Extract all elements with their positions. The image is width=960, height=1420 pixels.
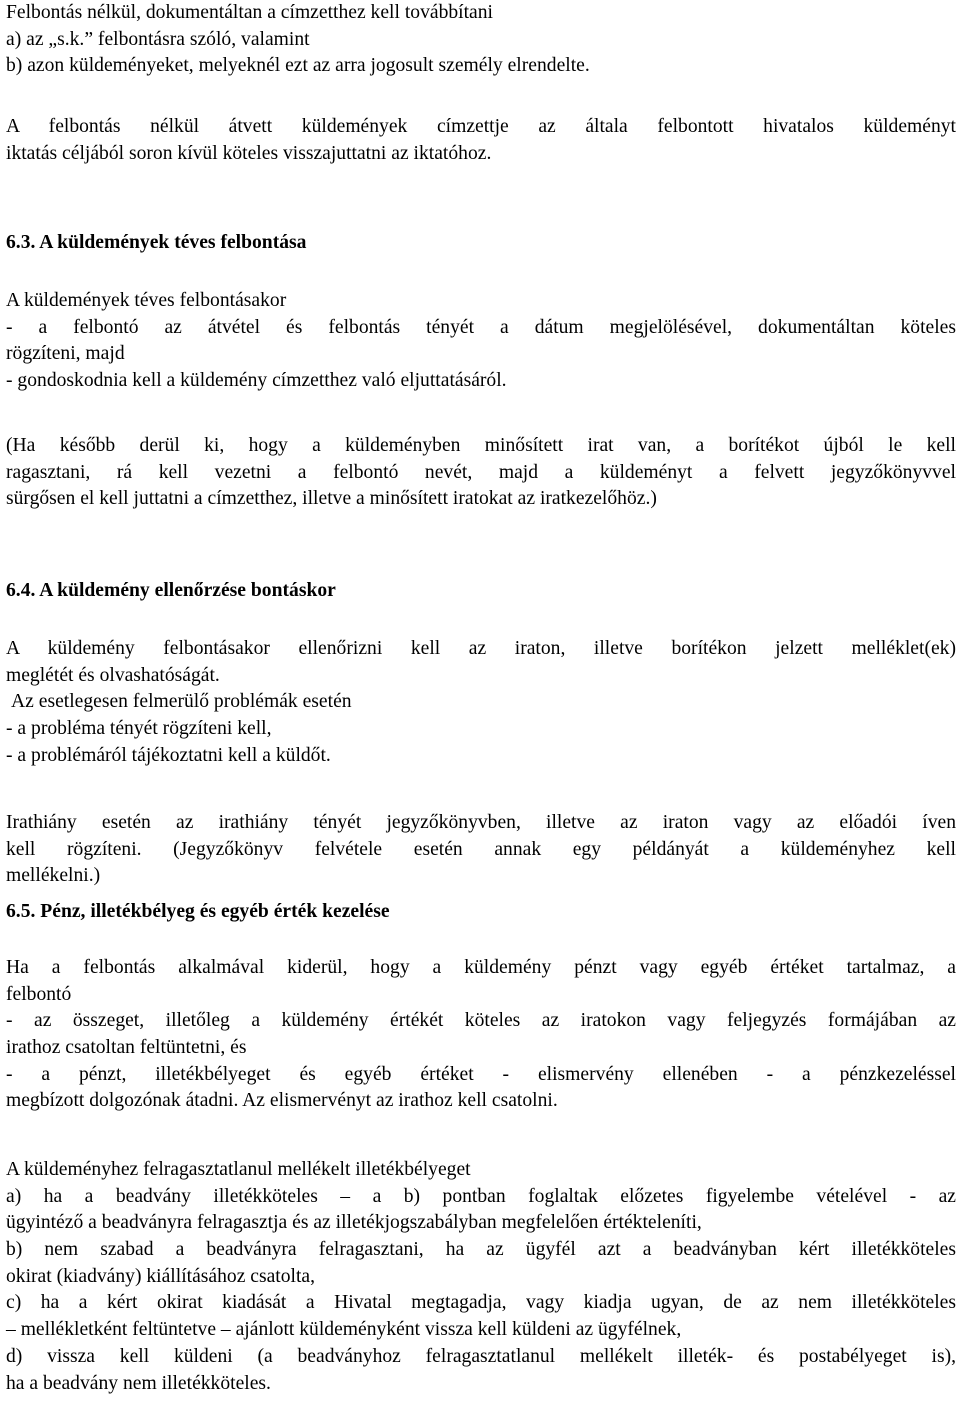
text-line: okirat (kiadvány) kiállításához csatolta, (6, 1265, 316, 1287)
text-line: – mellékletként feltüntetve – ajánlott küldeményként vissza kell küldeni az ügyfélnek, (6, 1319, 682, 1341)
text-line: Az esetlegesen felmerülő problémák esetén (11, 691, 352, 713)
text-line: - gondoskodnia kell a küldemény címzetthez való eljuttatásáról. (6, 370, 507, 392)
text-line: - a probléma tényét rögzíteni kell, (6, 718, 272, 740)
text-line: - a problémáról tájékoztatni kell a küldőt. (6, 744, 331, 766)
text-line: A felbontás nélkül átvett küldemények címzettje az általa felbontott hivatalos küldeményt (6, 116, 956, 137)
text-line: ragasztani, rá kell vezetni a felbontó nevét, majd a küldeményt a felvett jegyzőkönyvvel (6, 461, 956, 483)
section-heading-6-5: 6.5. Pénz, illetékbélyeg és egyéb érték kezelése (6, 901, 390, 922)
text-line: c) ha a kért okirat kiadását a Hivatal megtagadja, vagy kiadja ugyan, de az nem illetékköteles (6, 1292, 956, 1314)
text-line: meglétét és olvashatóságát. (6, 664, 220, 686)
text-line: a) az „s.k.” felbontásra szóló, valamint (6, 28, 310, 50)
paragraph-forwarding (6, 0, 590, 80)
text-line: sürgősen el kell juttatni a címzetthez, illetve a minősített iratokat az iratkezelőhöz.) (6, 488, 657, 510)
text-line: ha a beadvány nem illetékköteles. (6, 1372, 271, 1394)
text-line: A küldemény felbontásakor ellenőrizni kell az iraton, illetve borítékon jelzett melléklet(ek) (6, 638, 956, 659)
text-line: megbízott dolgozónak átadni. Az elismervényt az irathoz kell csatolni. (6, 1090, 558, 1112)
text-line: kell rögzíteni. (Jegyzőkönyv felvétele esetén annak egy példányát a küldeményhez kell (6, 838, 956, 860)
section-heading-6-3: 6.3. A küldemények téves felbontása (6, 232, 307, 253)
text-line: Felbontás nélkül, dokumentáltan a címzetthez kell továbbítani (6, 2, 493, 23)
paragraph-wrong-opening (6, 288, 956, 395)
text-line: rögzíteni, majd (6, 343, 125, 365)
text-line: a) ha a beadvány illetékköteles – a b) pontban foglaltak előzetes figyelembe vételével - az (6, 1185, 956, 1207)
paragraph-classified (6, 433, 956, 513)
text-line: b) azon küldeményeket, melyeknél ezt az arra jogosult személy elrendelte. (6, 55, 590, 77)
text-line: - a pénzt, illetékbélyeget és egyéb értéket - elismervény ellenében - a pénzkezeléssel (6, 1063, 956, 1085)
text-line: Ha a felbontás alkalmával kiderül, hogy a küldemény pénzt vagy egyéb értéket tartalmaz, a (6, 957, 956, 978)
text-line: b) nem szabad a beadványra felragasztani, ha az ügyfél azt a beadványban kért illetékköteles (6, 1239, 956, 1261)
text-line: A küldemények téves felbontásakor (6, 290, 287, 311)
text-line: felbontó (6, 983, 72, 1005)
paragraph-return (6, 114, 956, 167)
text-line: - az összeget, illetőleg a küldemény értékét köteles az iratokon vagy feljegyzés formájában az (6, 1010, 956, 1032)
text-line: Irathiány esetén az irathiány tényét jegyzőkönyvben, illetve az iraton vagy az előadói íven (6, 812, 956, 833)
paragraph-missing-document (6, 810, 956, 890)
text-line: irathoz csatoltan feltüntetni, és (6, 1037, 247, 1059)
text-line: A küldeményhez felragasztatlanul mellékelt illetékbélyeget (6, 1159, 471, 1180)
paragraph-money (6, 955, 956, 1115)
paragraph-check (6, 636, 956, 769)
text-line: iktatás céljából soron kívül köteles visszajuttatni az iktatóhoz. (6, 142, 492, 164)
text-line: (Ha később derül ki, hogy a küldeményben minősített irat van, a borítékot újból le kell (6, 435, 956, 456)
text-line: ügyintéző a beadványra felragasztja és az illetékjogszabályban megfelelően értékteleníti, (6, 1212, 702, 1234)
text-line: - a felbontó az átvétel és felbontás tényét a dátum megjelölésével, dokumentáltan köteles (6, 316, 956, 338)
paragraph-stamps (6, 1157, 956, 1397)
text-line: d) vissza kell küldeni (a beadványhoz felragasztatlanul mellékelt illeték- és postabélyeget is), (6, 1345, 956, 1367)
section-heading-6-4: 6.4. A küldemény ellenőrzése bontáskor (6, 580, 336, 601)
text-line: mellékelni.) (6, 865, 101, 887)
